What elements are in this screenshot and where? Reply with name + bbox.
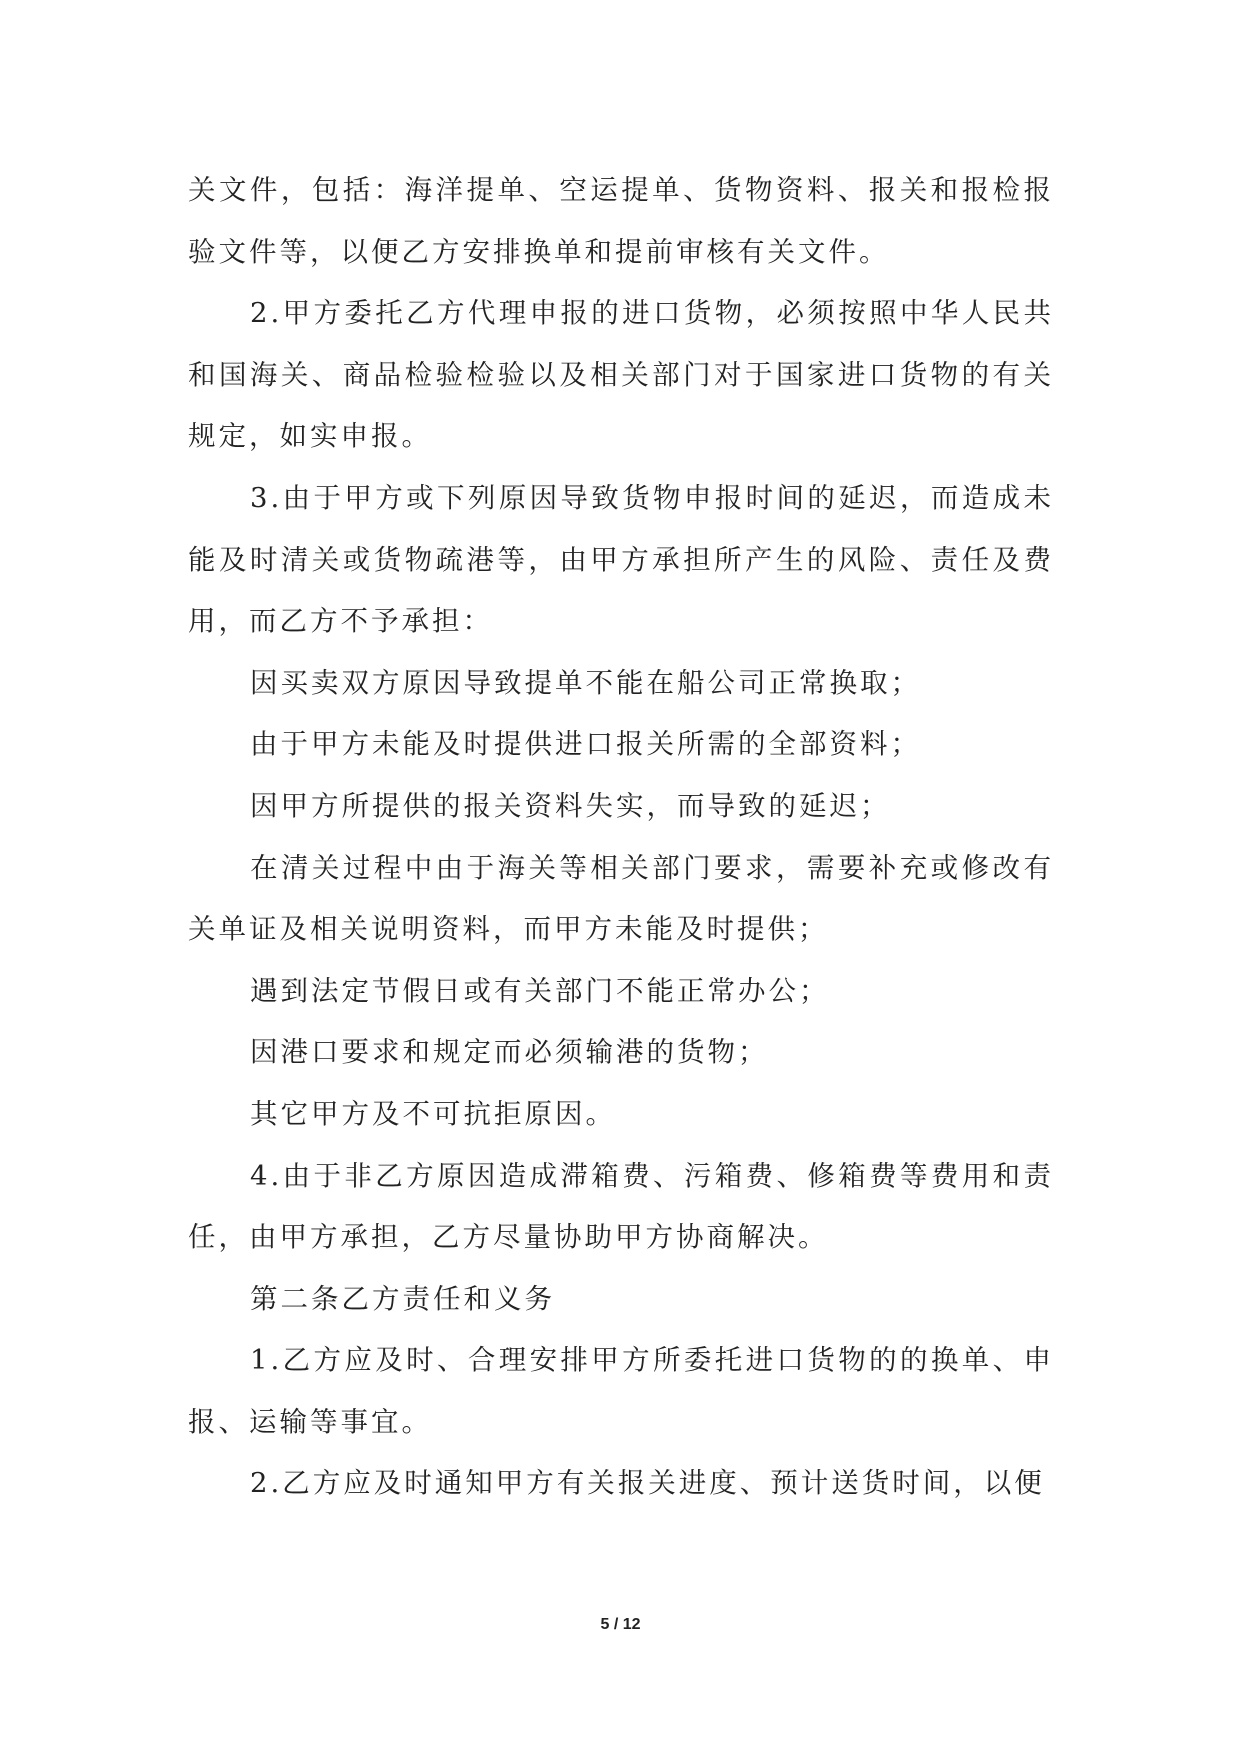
paragraph: 1.乙方应及时、合理安排甲方所委托进口货物的的换单、申报、运输等事宜。 (188, 1344, 1054, 1438)
paragraph: 2.乙方应及时通知甲方有关报关进度、预计送货时间，以便 (250, 1467, 1045, 1500)
list-item: 在清关过程中由于海关等相关部门要求，需要补充或修改有关单证及相关说明资料，而甲方未能及时提供； (188, 851, 1054, 946)
list-item: 因甲方所提供的报关资料失实，而导致的延迟； (250, 789, 891, 822)
paragraph: 关文件，包括：海洋提单、空运提单、货物资料、报关和报检报验文件等，以便乙方安排换单和提前审核有关文件。 (188, 174, 1054, 268)
paragraph: 3.由于甲方或下列原因导致货物申报时间的延迟，而造成未能及时清关或货物疏港等，由甲方承担所产生的风险、责任及费用，而乙方不予承担： (188, 481, 1054, 638)
list-item: 遇到法定节假日或有关部门不能正常办公； (250, 974, 830, 1007)
list-item: 其它甲方及不可抗拒原因。 (250, 1097, 616, 1130)
document-body (188, 160, 1054, 1515)
paragraph: 2.甲方委托乙方代理申报的进口货物，必须按照中华人民共和国海关、商品检验检验以及相关部门对于国家进口货物的有关规定，如实申报。 (188, 297, 1054, 453)
page-number: 5 / 12 (600, 1616, 641, 1633)
paragraph: 4.由于非乙方原因造成滞箱费、污箱费、修箱费等费用和责任，由甲方承担，乙方尽量协助甲方协商解决。 (188, 1159, 1054, 1254)
list-item: 因买卖双方原因导致提单不能在船公司正常换取； (250, 666, 921, 699)
list-item: 因港口要求和规定而必须输港的货物； (250, 1036, 769, 1069)
list-item: 由于甲方未能及时提供进口报关所需的全部资料； (250, 728, 921, 761)
section-heading: 第二条乙方责任和义务 (250, 1282, 555, 1315)
